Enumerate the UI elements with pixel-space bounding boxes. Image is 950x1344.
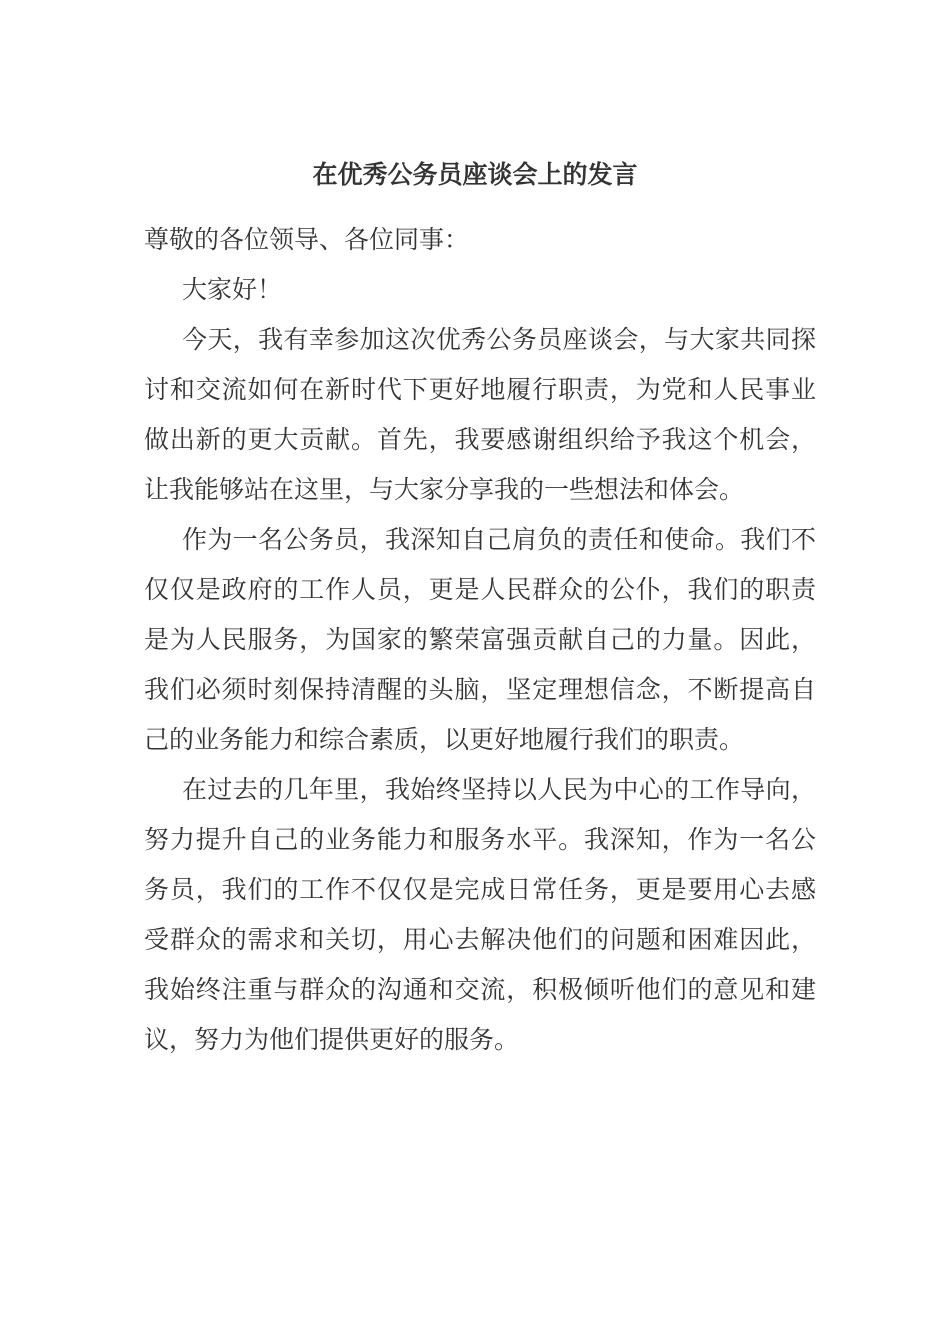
- paragraph-1: 今天，我有幸参加这次优秀公务员座谈会，与大家共同探讨和交流如何在新时代下更好地履行职责，为党和人民事业做出新的更大贡献。首先，我要感谢组织给予我这个机会，让我能够站在这里，与大家分享我的一些想法和体会。: [144, 325, 816, 504]
- paragraph-2: 作为一名公务员，我深知自己肩负的责任和使命。我们不仅仅是政府的工作人员，更是人民群众的公仆，我们的职责是为人民服务，为国家的繁荣富强贡献自己的力量。因此，我们必须时刻保持清醒的头脑，坚定理想信念，不断提高自己的业务能力和综合素质，以更好地履行我们的职责。: [144, 525, 816, 754]
- salutation: 尊敬的各位领导、各位同事：: [144, 225, 470, 254]
- document-title: 在优秀公务员座谈会上的发言: [312, 160, 638, 189]
- document-body: [144, 215, 816, 1065]
- greeting: 大家好！: [182, 275, 283, 304]
- paragraph-3: 在过去的几年里，我始终坚持以人民为中心的工作导向，努力提升自己的业务能力和服务水平。我深知，作为一名公务员，我们的工作不仅仅是完成日常任务，更是要用心去感受群众的需求和关切，用心去解决他们的问题和困难因此，我始终注重与群众的沟通和交流，积极倾听他们的意见和建议，努力为他们提供更好的服务。: [144, 775, 816, 1054]
